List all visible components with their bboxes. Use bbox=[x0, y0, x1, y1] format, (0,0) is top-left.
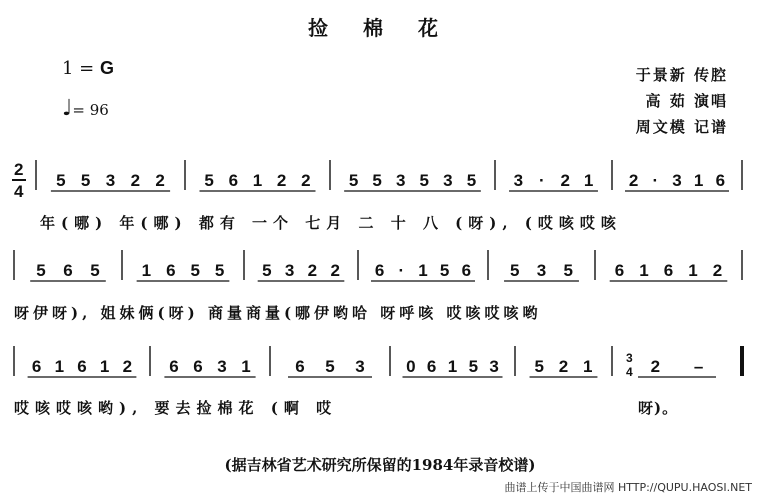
meter-change-bottom: 4 bbox=[626, 365, 633, 379]
note: 2 bbox=[307, 261, 318, 280]
meter-change-top: 3 bbox=[626, 351, 633, 365]
note: 3 bbox=[672, 171, 682, 190]
tempo-value: = 96 bbox=[72, 101, 109, 119]
note: 3 bbox=[395, 171, 406, 190]
note: 5 bbox=[439, 261, 450, 280]
time-signature-bottom: 4 bbox=[14, 182, 24, 201]
note: 0 bbox=[406, 357, 416, 376]
lyrics-row-2: 呀伊呀), 姐妹俩(呀) 商量商量(哪伊哟哈 呀呼咳 哎咳哎咳哟 bbox=[14, 304, 542, 322]
note: 1 bbox=[252, 171, 263, 190]
note: 3 bbox=[489, 357, 499, 376]
note: 6 bbox=[169, 357, 179, 376]
lyrics-row-1: 年(哪) 年(哪) 都有 一个 七月 二 十 八 (呀), (哎咳哎咳 bbox=[40, 214, 622, 232]
credit-arranger: 于景新 传腔 bbox=[635, 66, 728, 84]
note: 5 bbox=[80, 171, 91, 190]
source-note: (据吉林省艺术研究所保留的1984年录音校谱) bbox=[224, 456, 536, 474]
note: 2 bbox=[558, 357, 569, 376]
note: 5 bbox=[563, 261, 573, 280]
note: 5 bbox=[372, 171, 382, 190]
note: 6 bbox=[228, 171, 239, 190]
time-signature-top: 2 bbox=[14, 160, 24, 179]
note: 1 bbox=[688, 261, 698, 280]
key-note: G bbox=[99, 58, 114, 78]
lyrics-row-3-end: 呀)。 bbox=[638, 399, 679, 417]
note: 1 bbox=[693, 171, 704, 190]
note: 2 bbox=[276, 171, 287, 190]
watermark: 曲谱上传于中国曲谱网 HTTP://QUPU.HAOSI.NET bbox=[504, 481, 752, 494]
note: 5 bbox=[419, 171, 430, 190]
note: 5 bbox=[325, 357, 335, 376]
note: 6 bbox=[77, 357, 87, 376]
note: 6 bbox=[614, 261, 625, 280]
note: 3 bbox=[355, 357, 365, 376]
note: 5 bbox=[534, 357, 544, 376]
note: 6 bbox=[63, 261, 73, 280]
note: 1 bbox=[99, 357, 110, 376]
note: 3 bbox=[443, 171, 453, 190]
note: 2 bbox=[560, 171, 570, 190]
note: 2 bbox=[330, 261, 340, 280]
note: 1 bbox=[418, 261, 428, 280]
note: 5 bbox=[348, 171, 359, 190]
note: 1 bbox=[241, 357, 251, 376]
note: 6 bbox=[374, 261, 385, 280]
lyrics-row-3: 哎咳哎咳哟), 要去捡棉花 (啊 哎 bbox=[14, 399, 338, 417]
note: 3 bbox=[536, 261, 547, 280]
note: 2 bbox=[122, 357, 133, 376]
note: 3 bbox=[513, 171, 524, 190]
note: 3 bbox=[284, 261, 295, 280]
note: 6 bbox=[31, 357, 42, 376]
note: 5 bbox=[190, 261, 200, 280]
note: 1 bbox=[583, 357, 593, 376]
note: 6 bbox=[715, 171, 726, 190]
note: – bbox=[693, 357, 704, 376]
credit-transcriber: 周文模 记谱 bbox=[635, 118, 728, 136]
note: 5 bbox=[56, 171, 66, 190]
note: · bbox=[398, 261, 405, 280]
note: 6 bbox=[426, 357, 437, 376]
note: 1 bbox=[639, 261, 649, 280]
note: 6 bbox=[193, 357, 203, 376]
note: 5 bbox=[510, 261, 520, 280]
note: 6 bbox=[461, 261, 472, 280]
note: 2 bbox=[301, 171, 311, 190]
quarter-note-icon: ♩ bbox=[62, 96, 73, 121]
note: 1 bbox=[447, 357, 458, 376]
note: 2 bbox=[650, 357, 661, 376]
note: 5 bbox=[262, 261, 272, 280]
note: 2 bbox=[628, 171, 639, 190]
note: 1 bbox=[54, 357, 65, 376]
note: 5 bbox=[214, 261, 225, 280]
note: 3 bbox=[105, 171, 116, 190]
note: 5 bbox=[204, 171, 214, 190]
note: 2 bbox=[155, 171, 165, 190]
note: · bbox=[652, 171, 659, 190]
note: 1 bbox=[141, 261, 152, 280]
note: 6 bbox=[295, 357, 305, 376]
page-title: 捡 棉 花 bbox=[308, 16, 452, 40]
note: 5 bbox=[90, 261, 100, 280]
note: 5 bbox=[36, 261, 46, 280]
note: 6 bbox=[663, 261, 674, 280]
note: 5 bbox=[468, 357, 479, 376]
note: 3 bbox=[217, 357, 227, 376]
credit-singer: 高 茹 演唱 bbox=[645, 92, 728, 110]
note: 2 bbox=[712, 261, 723, 280]
note: 6 bbox=[166, 261, 176, 280]
note: 5 bbox=[466, 171, 477, 190]
note: · bbox=[538, 171, 545, 190]
note: 2 bbox=[130, 171, 141, 190]
note: 1 bbox=[583, 171, 594, 190]
key-prefix: 1 = bbox=[62, 58, 100, 79]
